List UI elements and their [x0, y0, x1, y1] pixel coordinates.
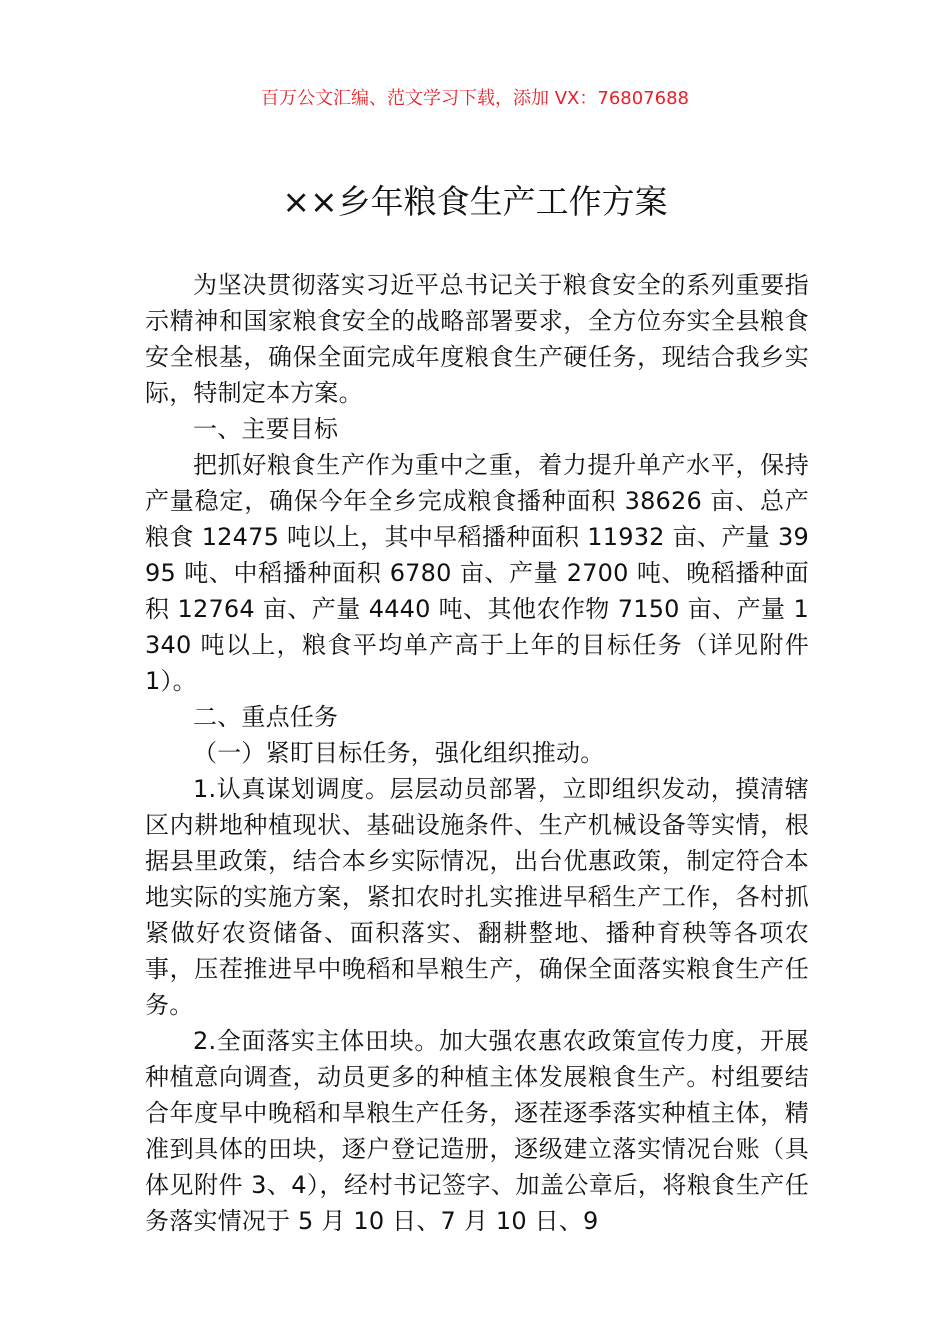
- document-body: [145, 267, 809, 1239]
- section-heading-main-goals: 一、主要目标: [193, 415, 339, 443]
- document-title: ××乡年粮食生产工作方案: [282, 182, 668, 221]
- subsection-heading-1: （一）紧盯目标任务，强化组织推动。: [193, 739, 605, 767]
- task-1-paragraph: 1.认真谋划调度。层层动员部署，立即组织发动，摸清辖区内耕地种植现状、基础设施条件、生产机械设备等实情，根据县里政策，结合本乡实际情况，出台优惠政策，制定符合本地实际的实施方案，紧扣农时扎实推进早稻生产工作，各村抓紧做好农资储备、面积落实、翻耕整地、播种育秧等各项农事，压茬推进早中晚稻和旱粮生产，确保全面落实粮食生产任务。: [145, 775, 809, 1019]
- task-2-paragraph: 2.全面落实主体田块。加大强农惠农政策宣传力度，开展种植意向调查，动员更多的种植主体发展粮食生产。村组要结合年度早中晚稻和旱粮生产任务，逐茬逐季落实种植主体，精准到具体的田块，逐户登记造册，逐级建立落实情况台账（具体见附件 3、4），经村书记签字、加盖公章后，将粮食生产任务落实情况于 5 月 10 日、7 月 10 日、9: [145, 1027, 809, 1235]
- intro-paragraph: 为坚决贯彻落实习近平总书记关于粮食安全的系列重要指示精神和国家粮食安全的战略部署要求，全方位夯实全县粮食安全根基，确保全面完成年度粮食生产硬任务，现结合我乡实际，特制定本方案。: [145, 271, 809, 407]
- promo-banner: 百万公文汇编、范文学习下载，添加 VX：76807688: [261, 88, 689, 109]
- goals-paragraph: 把抓好粮食生产作为重中之重，着力提升单产水平，保持产量稳定，确保今年全乡完成粮食播种面积 38626 亩、总产粮食 12475 吨以上，其中早稻播种面积 11932 亩、产量 3995 吨、中稻播种面积 6780 亩、产量 2700 吨、晚稻播种面积 12764 亩、产量 4440 吨、其他农作物 7150 亩、产量 1340 吨以上，粮食平均单产高于上年的目标任务（详见附件 1）。: [145, 451, 809, 695]
- section-heading-key-tasks: 二、重点任务: [193, 703, 339, 731]
